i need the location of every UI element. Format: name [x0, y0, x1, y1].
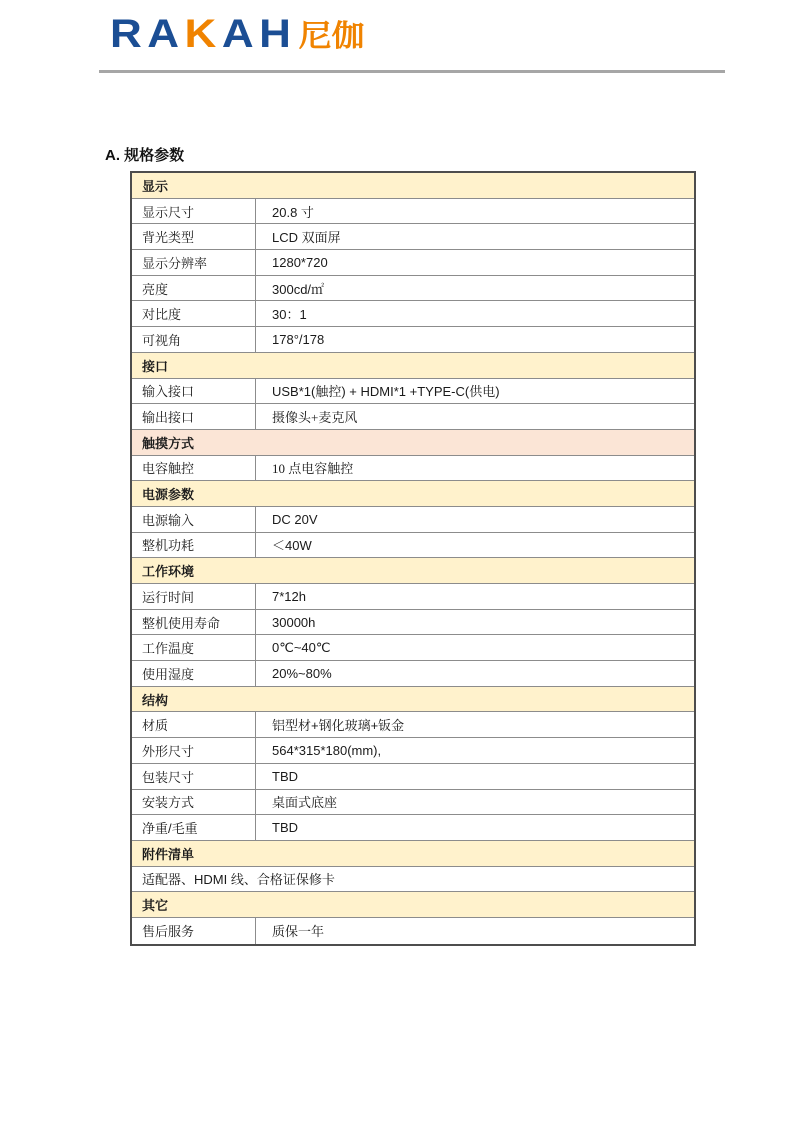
section-header-row [132, 892, 694, 918]
table-row [132, 661, 694, 687]
table-row [132, 404, 694, 430]
header-divider-line [99, 70, 725, 73]
section-title: 工作环境 [142, 564, 195, 580]
page-title: A. 规格参数 [105, 147, 185, 164]
table-row [132, 584, 694, 610]
section-header-row [132, 841, 694, 867]
logo-text-ah: AH [221, 12, 297, 56]
table-row [132, 712, 694, 738]
spec-label-cell: 对比度 [132, 301, 256, 326]
spec-label-cell: 电容触控 [132, 456, 256, 481]
spec-value-cell: 20%~80% [272, 665, 332, 681]
section-header-row [132, 430, 694, 456]
table-row [132, 738, 694, 764]
spec-label-cell: 安装方式 [132, 790, 256, 815]
table-row [132, 199, 694, 225]
brand-logo [110, 14, 365, 54]
spec-label-cell: 输入接口 [132, 379, 256, 404]
spec-value-cell: 1280*720 [272, 254, 328, 270]
section-title: 接口 [142, 358, 169, 374]
spec-label-cell: 整机功耗 [132, 533, 256, 558]
table-row [132, 507, 694, 533]
spec-label-cell: 净重/毛重 [132, 815, 256, 840]
spec-label-cell: 亮度 [132, 276, 256, 301]
section-header-row [132, 173, 694, 199]
table-row [132, 764, 694, 790]
table-row [132, 327, 694, 353]
spec-label-cell: 背光类型 [132, 224, 256, 249]
spec-label-cell: 工作温度 [132, 635, 256, 660]
spec-value-cell: USB*1(触控) + HDMI*1 +TYPE-C(供电) [272, 384, 500, 400]
section-title: 其它 [142, 898, 169, 914]
spec-value-cell: ＜40W [272, 538, 312, 554]
spec-full-cell: 适配器、HDMI 线、合格证保修卡 [142, 872, 335, 888]
spec-value-cell: TBD [272, 820, 298, 836]
spec-label-cell: 整机使用寿命 [132, 610, 256, 635]
spec-value-cell: 30：1 [272, 307, 307, 323]
table-row [132, 790, 694, 816]
section-title: 附件清单 [142, 846, 195, 862]
table-row [132, 610, 694, 636]
spec-label-cell: 显示分辨率 [132, 250, 256, 275]
table-row [132, 815, 694, 841]
spec-value-cell: LCD 双面屏 [272, 230, 341, 246]
spec-value-cell: 7*12h [272, 588, 306, 604]
spec-label-cell: 显示尺寸 [132, 199, 256, 224]
spec-label-cell: 外形尺寸 [132, 738, 256, 763]
table-row [132, 276, 694, 302]
spec-label-cell: 输出接口 [132, 404, 256, 429]
section-title: 触摸方式 [142, 435, 195, 451]
spec-value-cell: 质保一年 [272, 924, 325, 940]
section-title: 电源参数 [142, 487, 195, 503]
table-row [132, 250, 694, 276]
table-row [132, 301, 694, 327]
section-title: 结构 [142, 692, 169, 708]
spec-value-cell: DC 20V [272, 511, 318, 527]
table-row [132, 533, 694, 559]
table-row [132, 918, 694, 944]
spec-label-cell: 运行时间 [132, 584, 256, 609]
table-row [132, 456, 694, 482]
section-header-row [132, 353, 694, 379]
spec-value-cell: 20.8 寸 [272, 204, 314, 220]
section-header-row [132, 558, 694, 584]
spec-value-cell: 178°/178 [272, 331, 325, 347]
table-row [132, 635, 694, 661]
table-row [132, 379, 694, 405]
section-header-row [132, 481, 694, 507]
spec-value-cell: 10 点电容触控 [272, 461, 354, 477]
table-row [132, 224, 694, 250]
spec-label-cell: 材质 [132, 712, 256, 737]
spec-value-cell: 300cd/㎡ [272, 281, 325, 297]
spec-table [130, 171, 696, 946]
section-header-row [132, 687, 694, 713]
spec-value-cell: 30000h [272, 614, 316, 630]
logo-text-cjk: 尼伽 [298, 20, 365, 53]
spec-value-cell: 564*315*180(mm), [272, 742, 382, 758]
spec-label-cell: 使用湿度 [132, 661, 256, 686]
logo-text-k: K [184, 12, 222, 56]
spec-value-cell: 0℃~40℃ [272, 639, 331, 655]
spec-value-cell: TBD [272, 768, 298, 784]
spec-label-cell: 可视角 [132, 327, 256, 352]
logo-text-ra: RA [110, 12, 185, 56]
section-title: 显示 [142, 178, 169, 194]
table-row [132, 867, 694, 893]
spec-label-cell: 售后服务 [132, 918, 256, 944]
spec-label-cell: 电源输入 [132, 507, 256, 532]
spec-value-cell: 桌面式底座 [272, 795, 338, 811]
spec-value-cell: 铝型材+钢化玻璃+钣金 [272, 718, 405, 734]
spec-value-cell: 摄像头+麦克风 [272, 410, 358, 426]
spec-label-cell: 包装尺寸 [132, 764, 256, 789]
